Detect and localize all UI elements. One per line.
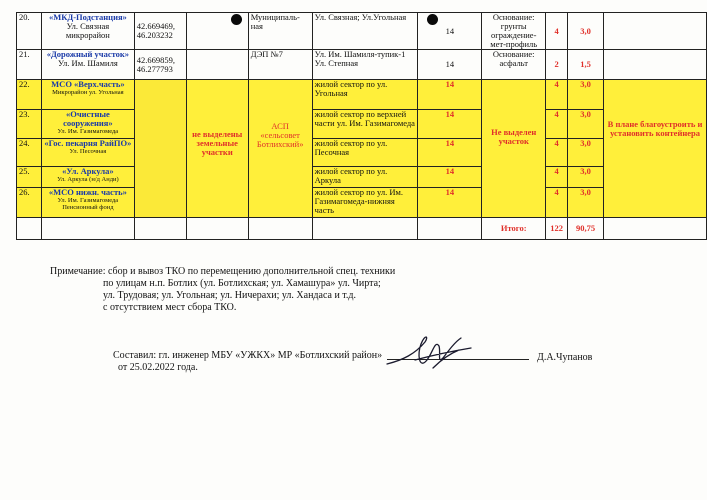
- container-volume: 3,0: [568, 188, 604, 218]
- container-count: 4: [546, 188, 568, 218]
- site-name: «Дорожный участок»: [46, 49, 130, 59]
- site-address: Микрорайон ул. Угольная: [52, 89, 124, 96]
- served-street: жилой сектор по верхней части ул. Им. Газимагомеда: [312, 110, 418, 139]
- totals-volume: 90,75: [568, 218, 604, 240]
- site-owner: Муниципаль-ная: [248, 13, 312, 50]
- volume: 14: [418, 110, 482, 139]
- container-count: 2: [546, 50, 568, 80]
- site-address: Ул. Им. Газимагомеда Пенсионный фонд: [57, 197, 119, 211]
- served-street: жилой сектор по ул. Им. Газимагомеда-нижняя часть: [312, 188, 418, 218]
- site-address: Ул. Песочная: [69, 148, 107, 155]
- site-name-cell: [41, 110, 134, 139]
- container-volume: 1,5: [568, 50, 604, 80]
- site-address: Ул. Связная микрорайон: [65, 21, 110, 40]
- site-name: «МКД-Подстанция»: [48, 12, 127, 22]
- container-count: 4: [546, 167, 568, 188]
- row-number: 22.: [17, 80, 42, 110]
- site-name-cell: [41, 167, 134, 188]
- served-street: жилой сектор по ул. Песочная: [312, 139, 418, 167]
- site-coords: 42.669859, 46.277793: [134, 50, 186, 80]
- container-count: 4: [546, 110, 568, 139]
- site-name-cell: [41, 50, 134, 80]
- site-name-cell: [41, 188, 134, 218]
- punch-hole-mark: [427, 14, 438, 25]
- note-line: по улицам н.п. Ботлих (ул. Ботлихская; ул. Хамашура» ул. Чирта;: [103, 278, 381, 289]
- site-owner: ДЭП №7: [248, 50, 312, 80]
- totals-row: [17, 218, 707, 240]
- row-number: 23.: [17, 110, 42, 139]
- site-name: «Очистные сооружения»: [63, 109, 113, 128]
- table-row: [17, 167, 707, 188]
- row-number: 24.: [17, 139, 42, 167]
- signoff-date: от 25.02.2022 года.: [118, 362, 198, 373]
- container-volume: 3,0: [568, 139, 604, 167]
- table-row: [17, 188, 707, 218]
- row-number: 20.: [17, 13, 42, 50]
- volume: 14: [418, 167, 482, 188]
- table-row: [17, 110, 707, 139]
- merged-remark: В плане благоустроить и установить контейнера: [604, 80, 707, 218]
- served-street: жилой сектор по ул. Аркула: [312, 167, 418, 188]
- container-volume: 3,0: [568, 80, 604, 110]
- site-coords: 42.669469, 46.203232: [134, 13, 186, 50]
- punch-hole-mark: [231, 14, 242, 25]
- site-address: Ул. Им. Газимагомеда: [57, 128, 119, 135]
- totals-count: 122: [546, 218, 568, 240]
- container-count: 4: [546, 139, 568, 167]
- merged-owner: АСП «сельсовет Ботлихский»: [248, 80, 312, 218]
- handwritten-signature: [385, 330, 475, 380]
- merged-basis: Не выделен участок: [482, 80, 546, 218]
- volume: 14: [418, 188, 482, 218]
- site-name-cell: [41, 139, 134, 167]
- note-line: ул. Трудовая; ул. Угольная; ул. Ничерахи; ул. Хандаса и т.д.: [103, 290, 357, 301]
- volume: 14: [418, 80, 482, 110]
- signer-name: Д.А.Чупанов: [537, 352, 593, 363]
- container-volume: 3,0: [568, 13, 604, 50]
- site-name-cell: [41, 80, 134, 110]
- site-name: «МСО нижн. часть»: [48, 187, 127, 197]
- container-count: 4: [546, 80, 568, 110]
- signoff-author: Составил: гл. инженер МБУ «УЖКХ» МР «Ботлихский район»: [113, 350, 383, 361]
- volume: 14: [418, 139, 482, 167]
- site-address: Ул. Им. Шамиля: [58, 58, 118, 68]
- volume: 14: [418, 13, 482, 50]
- container-count: 4: [546, 13, 568, 50]
- table-row: [17, 50, 707, 80]
- site-name-cell: [41, 13, 134, 50]
- container-volume: 3,0: [568, 110, 604, 139]
- table-row: [17, 13, 707, 50]
- row-number: 21.: [17, 50, 42, 80]
- container-volume: 3,0: [568, 167, 604, 188]
- served-street: Ул. Связная; Ул.Угольная: [312, 13, 418, 50]
- site-basis: Основание: грунты ограждение-мет-профиль: [482, 13, 546, 50]
- site-address: Ул. Аркула (н/д Анди): [57, 176, 119, 183]
- row-number: 26.: [17, 188, 42, 218]
- site-name: «Гос. пекарня РайПО»: [44, 138, 132, 148]
- row-number: 25.: [17, 167, 42, 188]
- note-line: с отсутствием мест сбора ТКО.: [103, 302, 237, 313]
- site-basis: Основание: асфальт: [482, 50, 546, 80]
- served-street: Ул. Им. Шамиля-тупик-1 Ул. Степная: [312, 50, 418, 80]
- note-line: Примечание: сбор и вывоз ТКО по перемещению дополнительной спец. техники: [50, 266, 396, 277]
- volume: 14: [418, 50, 482, 80]
- land-plots-note: не выделены земельные участки: [186, 80, 248, 218]
- served-street: жилой сектор по ул. Угольная: [312, 80, 418, 110]
- site-name: «Ул. Аркула»: [62, 166, 114, 176]
- container-sites-table: [16, 12, 707, 240]
- site-name: МСО «Верх.часть»: [51, 79, 125, 89]
- table-row: [17, 139, 707, 167]
- totals-label: Итого:: [482, 218, 546, 240]
- table-row: [17, 80, 707, 110]
